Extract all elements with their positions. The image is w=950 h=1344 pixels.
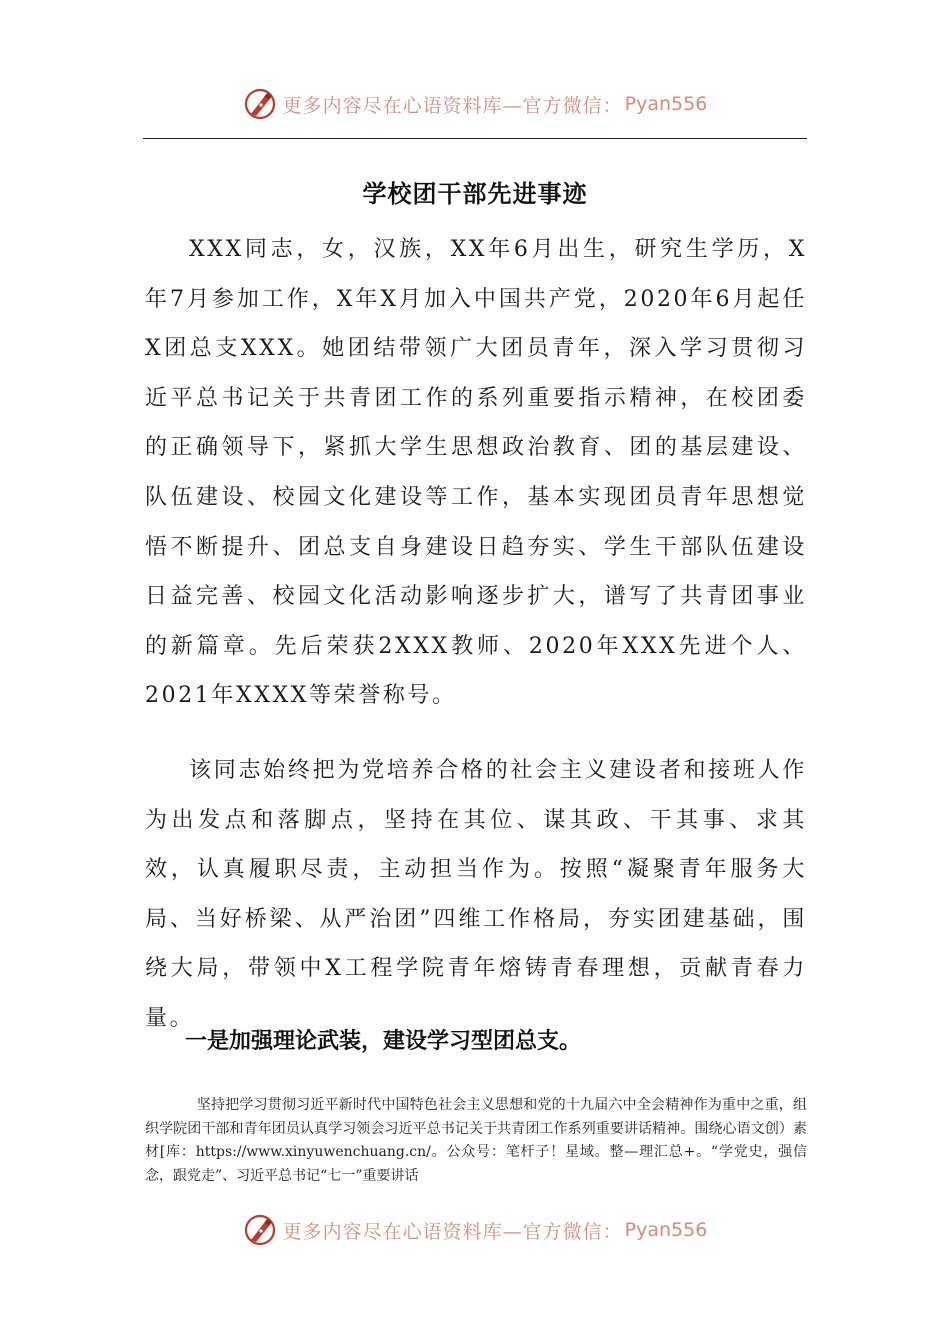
- section-paragraph: 坚持把学习贯彻习近平新时代中国特色社会主义思想和党的十九届六中全会精神作为重中之重，组织学院团干部和青年团员认真学习领会习近平总书记关于共青团工作系列重要讲话精神。围绕心语文创）素材[库：https://www.xinyuwenchuang.cn/。公众号：笔杆子！星域。整—理汇总+。“学党史，强信念，跟党走”、习近平总书记“七一”重要讲话: [145, 1097, 807, 1184]
- document-title: 学校团干部先进事迹: [362, 179, 588, 208]
- pen-nib-logo-icon: [243, 87, 277, 121]
- banner-wechat-id: Pyan556: [624, 93, 708, 115]
- header-banner: [0, 84, 950, 124]
- header-divider: [143, 138, 807, 139]
- section-heading: 一是加强理论武装，建设学习型团总支。: [185, 1029, 582, 1054]
- footer-banner: [0, 1210, 950, 1250]
- banner-wechat-id: Pyan556: [624, 1219, 708, 1241]
- paragraph: XXX同志，女，汉族，XX年6月出生，研究生学历，X年7月参加工作，X年X月加入中国共产党，2020年6月起任X团总支XXX。她团结带领广大团员青年，深入学习贯彻习近平总书记关于共青团工作的系列重要指示精神，在校团委的正确领导下，紧抓大学生思想政治教育、团的基层建设、队伍建设、校园文化建设等工作，基本实现团员青年思想觉悟不断提升、团总支自身建设日趋夯实、学生干部队伍建设日益完善、校园文化活动影响逐步扩大，谱写了共青团事业的新篇章。先后荣获2XXX教师、2020年XXX先进个人、2021年XXXX等荣誉称号。: [145, 237, 807, 709]
- banner-text: 更多内容尽在心语资料库—官方微信：: [282, 1220, 623, 1243]
- paragraph: 该同志始终把为党培养合格的社会主义建设者和接班人作为出发点和落脚点，坚持在其位、谋其政、干其事、求其效，认真履职尽责，主动担当作为。按照“凝聚青年服务大局、当好桥梁、从严治团”四维工作格局，夯实团建基础，围绕大局，带领中X工程学院青年熔铸青春理想，贡献青春力量。: [145, 758, 807, 1031]
- pen-nib-logo-icon: [243, 1213, 277, 1247]
- banner-text: 更多内容尽在心语资料库—官方微信：: [282, 94, 623, 117]
